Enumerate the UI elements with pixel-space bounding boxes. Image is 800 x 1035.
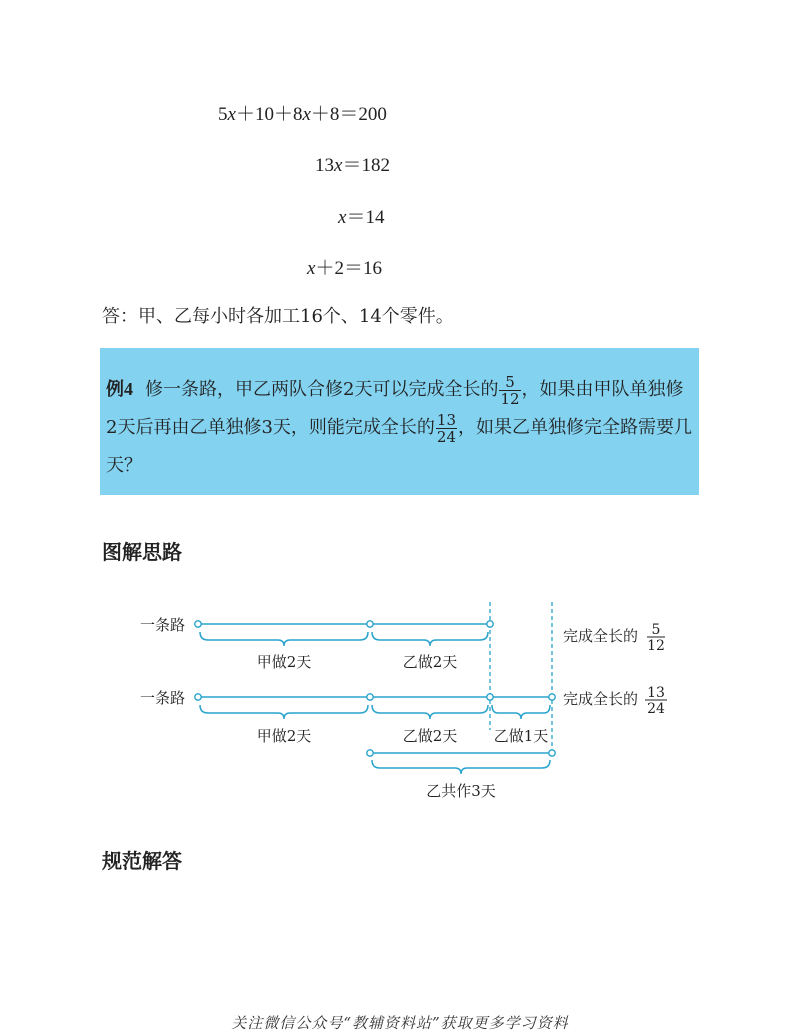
example-label: 例4 — [106, 379, 133, 399]
row1-seg2-label: 乙做2天 — [402, 653, 458, 671]
row1-seg1-label: 甲做2天 — [256, 653, 312, 671]
row1-point — [195, 621, 201, 627]
row2-seg2-label: 乙做2天 — [402, 727, 458, 745]
row1-brace-2 — [372, 632, 488, 646]
example-box — [100, 348, 699, 495]
equation-line-4: x＋2＝16 — [307, 258, 382, 279]
row2-point — [549, 694, 555, 700]
row1-label: 一条路 — [140, 616, 186, 634]
row2-result-label: 完成全长的 — [563, 690, 639, 708]
row2-seg3-label: 乙做1天 — [493, 727, 549, 745]
footer-text: 关注微信公众号“教辅资料站”获取更多学习资料 — [231, 1014, 569, 1032]
row3-brace — [372, 760, 550, 774]
equation-line-2: 13x＝182 — [315, 155, 390, 176]
row3-point — [367, 750, 373, 756]
row2-brace-2 — [372, 705, 488, 719]
diagram — [0, 590, 800, 810]
section-title-diagram: 图解思路 — [102, 540, 182, 564]
example-text-1: 修一条路，甲乙两队合修2天可以完成全长的 — [145, 379, 499, 400]
row2-seg1-label: 甲做2天 — [256, 727, 312, 745]
row2-point — [195, 694, 201, 700]
row2-point — [487, 694, 493, 700]
row1-frac-den: 12 — [647, 638, 665, 654]
row1-frac-num: 5 — [651, 622, 661, 638]
equation-line-1: 5x＋10＋8x＋8＝200 — [218, 104, 387, 125]
row2-frac-den: 24 — [647, 701, 665, 717]
example-fraction-2: $\frac{13}{24}$ — [436, 410, 456, 446]
row2-label: 一条路 — [140, 689, 186, 707]
row2-brace-1 — [200, 705, 368, 719]
row2-frac-num: 13 — [647, 685, 665, 701]
example-text-2: ，如果由甲队单独修2天后再由乙单独修3天，则能完成全长的 — [106, 379, 684, 438]
example-text-3: ，如果乙单独修完全路需要几天？ — [106, 417, 692, 476]
row2-point — [367, 694, 373, 700]
row2-brace-3 — [492, 705, 550, 719]
row1-brace-1 — [200, 632, 368, 646]
row1-point — [487, 621, 493, 627]
row3-point — [549, 750, 555, 756]
row1-result-label: 完成全长的 — [563, 627, 639, 645]
row1-point — [367, 621, 373, 627]
answer-text: 答：甲、乙每小时各加工16个、14个零件。 — [102, 306, 454, 327]
equation-line-3: x＝14 — [338, 207, 385, 228]
example-text — [106, 370, 694, 485]
row3-label: 乙共作3天 — [426, 782, 496, 800]
example-fraction-1: $\frac{5}{12}$ — [500, 372, 520, 408]
section-title-solution: 规范解答 — [102, 849, 182, 873]
